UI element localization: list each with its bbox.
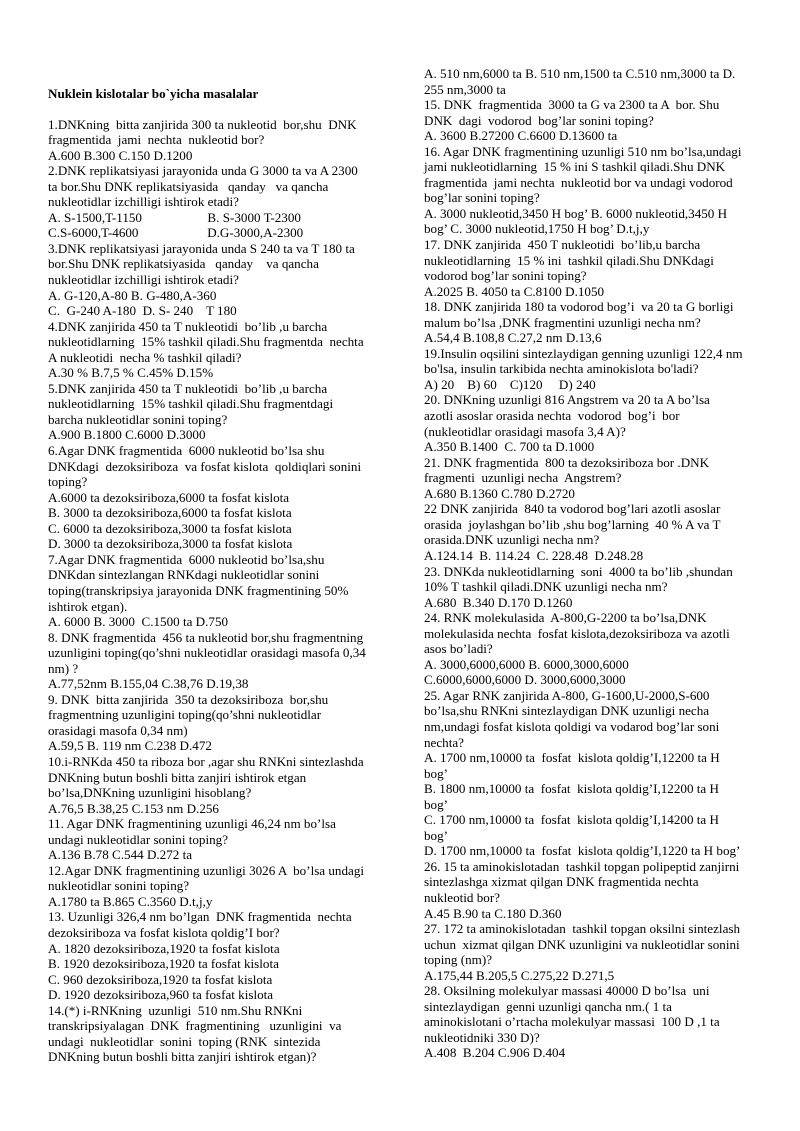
text-line: C.6000,6000,6000 D. 3000,6000,3000 bbox=[424, 672, 626, 688]
text-line: A. 510 nm,6000 ta B. 510 nm,1500 ta C.510 nm,3000 ta D. bbox=[424, 66, 736, 81]
text-line: fragmentning uzunligini toping(qo’shni nukleotidlar bbox=[48, 707, 322, 723]
text-line: A. 3000,6000,6000 B. 6000,3000,6000 bbox=[424, 656, 629, 672]
text-line: 10% T tashkil qiladi.DNK uzunligi necha nm? bbox=[424, 579, 668, 595]
text-line: D. 3000 ta dezoksiriboza,3000 ta fosfat kislota bbox=[48, 536, 293, 552]
text-line: nukleotidlar izchilligi ishtirok etadi? bbox=[48, 272, 239, 288]
text-line: 5.DNK zanjirida 450 ta T nukleotidi bo’lib ,u barcha bbox=[48, 380, 328, 396]
text-line: bog’ bbox=[424, 796, 449, 812]
text-line: asos bo’ladi? bbox=[424, 641, 493, 657]
text-line: A. S-1500,T-1150 B. S-3000 T-2300 bbox=[48, 209, 301, 225]
text-line: 4.DNK zanjirida 450 ta T nukleotidi bo’lib ,u barcha bbox=[48, 318, 328, 334]
text-line: C. 960 dezoksiriboza,1920 ta fosfat kislota bbox=[48, 971, 273, 987]
text-line: bo'lsa, insulin tarkibida nechta aminokislota bo'ladi? bbox=[424, 361, 699, 377]
text-line: 6.Agar DNK fragmentida 6000 nukleotid bo’lsa shu bbox=[48, 443, 325, 459]
text-line: orasida joylashgan bo’lib ,shu bog’larning 40 % A va T bbox=[424, 516, 721, 532]
text-line: 1.DNKning bitta zanjirida 300 ta nukleotid bor,shu DNK bbox=[48, 116, 357, 132]
text-line: uzunligini toping(qo’shni nukleotidlar orasidagi masofa 0,34 bbox=[48, 645, 366, 661]
text-line: C.S-6000,T-4600 D.G-3000,A-2300 bbox=[48, 225, 304, 241]
text-line: B. 3000 ta dezoksiriboza,6000 ta fosfat kislota bbox=[48, 505, 292, 521]
text-line: A.408 B.204 C.906 D.404 bbox=[424, 1045, 566, 1061]
text-line: nm,undagi fosfat kislota qoldigi va vodarod bog’lar soni bbox=[424, 718, 720, 734]
text-line: transkripsiyalagan DNK fragmentining uzunligini va bbox=[48, 1018, 342, 1034]
text-line: 22 DNK zanjirida 840 ta vodorod bog’lari azotli asoslar bbox=[424, 501, 721, 517]
text-line: toping (nm)? bbox=[424, 952, 493, 968]
text-line: molekulasida nechta fosfat kislota,dezoksiriboza va azotli bbox=[424, 625, 730, 641]
left-column bbox=[48, 0, 388, 1065]
text-line: 20. DNKning uzunligi 816 Angstrem va 20 ta A bo’lsa bbox=[424, 392, 710, 408]
text-line: A.175,44 B.205,5 C.275,22 D.271,5 bbox=[424, 967, 615, 983]
text-line: nukleotid bor? bbox=[424, 889, 500, 905]
right-text-block bbox=[424, 66, 764, 1061]
text-line: A.680 B.340 D.170 D.1260 bbox=[424, 594, 573, 610]
text-line: 25. Agar RNK zanjirida A-800, G-1600,U-2000,S-600 bbox=[424, 687, 710, 703]
text-line: sintezlashga xizmat qilgan DNK fragmentida nechta bbox=[424, 874, 699, 890]
text-line: 12.Agar DNK fragmentining uzunligi 3026 A bo’lsa undagi bbox=[48, 862, 365, 878]
text-line: A. 1820 dezoksiriboza,1920 ta fosfat kislota bbox=[48, 940, 280, 956]
text-line: C. G-240 A-180 D. S- 240 T 180 bbox=[48, 303, 237, 319]
text-line: DNK dagi vodorod bog’lar sonini toping? bbox=[424, 112, 654, 128]
text-line: DNKning butun boshli bitta zanjiri ishtirok etgan)? bbox=[48, 1049, 317, 1065]
text-line: 16. Agar DNK fragmentining uzunligi 510 nm bo’lsa,undagi bbox=[424, 143, 742, 159]
text-line: toping? bbox=[48, 474, 88, 490]
text-line: A. 3000 nukleotid,3450 H bog’ B. 6000 nukleotid,3450 H bbox=[424, 205, 728, 221]
text-line: A. 3600 B.27200 C.6600 D.13600 ta bbox=[424, 128, 618, 144]
text-line: bog’lar sonini toping? bbox=[424, 190, 540, 206]
text-line: 11. Agar DNK fragmentining uzunligi 46,24 nm bo’lsa bbox=[48, 816, 336, 832]
text-line: C. 6000 ta dezoksiriboza,3000 ta fosfat kislota bbox=[48, 520, 292, 536]
text-line: A.45 B.90 ta C.180 D.360 bbox=[424, 905, 562, 921]
text-line: A.350 B.1400 C. 700 ta D.1000 bbox=[424, 439, 595, 455]
text-line: A.136 B.78 C.544 D.272 ta bbox=[48, 847, 193, 863]
text-line: 2.DNK replikatsiyasi jarayonida unda G 3000 ta va A 2300 bbox=[48, 163, 358, 179]
text-line: malum bo’lsa ,DNK fragmentini uzunligi necha nm? bbox=[424, 314, 701, 330]
text-line: 7.Agar DNK fragmentida 6000 nukleotid bo’lsa,shu bbox=[48, 551, 325, 567]
text-line: B. 1800 nm,10000 ta fosfat kislota qoldig’I,12200 ta H bbox=[424, 781, 719, 797]
text-line: A nukleotidi necha % tashkil qiladi? bbox=[48, 349, 242, 365]
text-line: 3.DNK replikatsiyasi jarayonida unda S 240 ta va T 180 ta bbox=[48, 240, 355, 256]
text-line: A.54,4 B.108,8 C.27,2 nm D.13,6 bbox=[424, 330, 602, 346]
text-line: bog’ bbox=[424, 765, 449, 781]
text-line: fragmenti uzunligi necha Angstrem? bbox=[424, 470, 622, 486]
text-line: sintezlaydigan genni uzunligi qancha nm.( 1 ta bbox=[424, 998, 672, 1014]
text-line: A.600 B.300 C.150 D.1200 bbox=[48, 147, 193, 163]
text-line: bo’lsa,shu RNKni sintezlaydigan DNK uzunligi necha bbox=[424, 703, 710, 719]
text-line: 8. DNK fragmentida 456 ta nukleotid bor,shu fragmentning bbox=[48, 629, 364, 645]
page-title: Nuklein kislotalar bo`yicha masalalar bbox=[48, 86, 259, 101]
text-line: 21. DNK fragmentida 800 ta dezoksiriboza bor .DNK bbox=[424, 454, 710, 470]
text-line: nukleotidlar sonini toping? bbox=[48, 878, 190, 894]
text-line: DNKdagi dezoksiriboza va fosfat kislota qoldiqlari sonini bbox=[48, 458, 362, 474]
text-line: A.30 % B.7,5 % C.45% D.15% bbox=[48, 365, 214, 381]
text-line: bog’ C. 3000 nukleotid,1750 H bog’ D.t,j,y bbox=[424, 221, 650, 237]
text-line: A.2025 B. 4050 ta C.8100 D.1050 bbox=[424, 283, 605, 299]
text-line: DNKning butun boshli bitta zanjiri ishtirok etgan bbox=[48, 769, 307, 785]
text-line: 26. 15 ta aminokislotadan tashkil topgan polipeptid zanjirni bbox=[424, 858, 740, 874]
text-line: A.59,5 B. 119 nm C.238 D.472 bbox=[48, 738, 212, 754]
text-line: DNKdan sintezlangan RNKdagi nukleotidlar sonini bbox=[48, 567, 320, 583]
text-line: orasida.DNK uzunligi necha nm? bbox=[424, 532, 600, 548]
text-line: nukleotidlar izchilligi ishtirok etadi? bbox=[48, 194, 239, 210]
text-line: A.6000 ta dezoksiriboza,6000 ta fosfat kislota bbox=[48, 489, 290, 505]
text-line: undagi nukleotidlar sonini toping (RNK sintezida bbox=[48, 1033, 321, 1049]
text-line: 24. RNK molekulasida A-800,G-2200 ta bo’lsa,DNK bbox=[424, 610, 707, 626]
text-line: D. 1920 dezoksiriboza,960 ta fosfat kislota bbox=[48, 987, 274, 1003]
text-line: uchun xizmat qilgan DNK uzunligini va nukleotidlar sonini bbox=[424, 936, 740, 952]
text-line: bor.Shu DNK replikatsiyasida qanday va qancha bbox=[48, 256, 319, 272]
text-line: A. 1700 nm,10000 ta fosfat kislota qoldig’I,12200 ta H bbox=[424, 750, 720, 766]
text-line: orasidagi masofa 0,34 nm) bbox=[48, 722, 188, 738]
text-line: ishtirok etgan). bbox=[48, 598, 128, 614]
text-line: A.76,5 B.38,25 C.153 nm D.256 bbox=[48, 800, 219, 816]
text-line: 23. DNKda nukleotidlarning soni 4000 ta bo’lib ,shundan bbox=[424, 563, 733, 579]
text-line: nukleotidniki 330 D)? bbox=[424, 1029, 540, 1045]
text-line: dezoksiriboza va fosfat kislota qoldig’I bor? bbox=[48, 924, 280, 940]
text-line: 17. DNK zanjirida 450 T nukleotidi bo’lib,u barcha bbox=[424, 237, 701, 253]
text-line: undagi nukleotidlar sonini toping? bbox=[48, 831, 229, 847]
text-line: 13. Uzunligi 326,4 nm bo’lgan DNK fragmentida nechta bbox=[48, 909, 352, 925]
text-line: aminokislotani o’rtacha molekulyar massasi 100 D ,1 ta bbox=[424, 1014, 720, 1030]
text-line: A.900 B.1800 C.6000 D.3000 bbox=[48, 427, 206, 443]
text-line: jami nukleotidlarning 15 % ini S tashkil qiladi.Shu DNK bbox=[424, 159, 726, 175]
text-line: 27. 172 ta aminokislotadan tashkil topgan oksilni sintezlash bbox=[424, 921, 741, 937]
text-line: fragmentida jami nechta nukleotid bor va undagi vodorod bbox=[424, 174, 733, 190]
text-line: fragmentida jami nechta nukleotid bor? bbox=[48, 132, 265, 148]
text-line: toping(transkripsiya jarayonida DNK fragmentining 50% bbox=[48, 582, 349, 598]
text-line: A. G-120,A-80 B. G-480,A-360 bbox=[48, 287, 217, 303]
text-line: A.124.14 B. 114.24 C. 228.48 D.248.28 bbox=[424, 547, 644, 563]
text-line: barcha nukleotidlar sonini toping? bbox=[48, 411, 228, 427]
text-line: D. 1700 nm,10000 ta fosfat kislota qoldig’I,1220 ta H bog’ bbox=[424, 843, 741, 859]
text-line: 10.i-RNKda 450 ta riboza bor ,agar shu RNKni sintezlashda bbox=[48, 753, 364, 769]
text-line: 28. Oksilning molekulyar massasi 40000 D bo’lsa uni bbox=[424, 983, 710, 999]
text-line: A.680 B.1360 C.780 D.2720 bbox=[424, 485, 575, 501]
text-line: 9. DNK bitta zanjirida 350 ta dezoksiriboza bor,shu bbox=[48, 691, 329, 707]
text-line: (nukleotidlar orasidagi masofa 3,4 A)? bbox=[424, 423, 626, 439]
text-line: azotli asoslar orasida nechta vodorod bog’i bor bbox=[424, 408, 680, 424]
text-line: 14.(*) i-RNKning uzunligi 510 nm.Shu RNKni bbox=[48, 1002, 303, 1018]
text-line: B. 1920 dezoksiriboza,1920 ta fosfat kislota bbox=[48, 956, 279, 972]
text-line: 255 nm,3000 ta bbox=[424, 81, 506, 97]
text-line: 18. DNK zanjirida 180 ta vodorod bog’i va 20 ta G borligi bbox=[424, 299, 734, 315]
text-line: A. 6000 B. 3000 C.1500 ta D.750 bbox=[48, 614, 229, 630]
text-line: 19.Insulin oqsilini sintezlaydigan genning uzunligi 122,4 nm bbox=[424, 345, 743, 361]
text-line: A.77,52nm B.155,04 C.38,76 D.19,38 bbox=[48, 676, 249, 692]
text-line: nechta? bbox=[424, 734, 464, 750]
text-line: nukleotidlarning 15% tashkil qiladi.Shu fragmentda nechta bbox=[48, 334, 364, 350]
right-column bbox=[424, 0, 764, 1061]
text-line: nukleotidlarning 15% tashkil qiladi.Shu fragmentdagi bbox=[48, 396, 334, 412]
text-line: vodorod bog’lar sonini toping? bbox=[424, 268, 587, 284]
text-line: C. 1700 nm,10000 ta fosfat kislota qoldig’I,14200 ta H bbox=[424, 812, 719, 828]
text-line: 15. DNK fragmentida 3000 ta G va 2300 ta A bor. Shu bbox=[424, 97, 720, 113]
text-line: ta bor.Shu DNK replikatsiyasida qanday va qancha bbox=[48, 178, 329, 194]
text-line: A.1780 ta B.865 C.3560 D.t,j,y bbox=[48, 893, 213, 909]
text-line: A) 20 B) 60 C)120 D) 240 bbox=[424, 376, 596, 392]
text-line: nm) ? bbox=[48, 660, 79, 676]
text-line: bog’ bbox=[424, 827, 449, 843]
left-text-block bbox=[48, 117, 388, 1065]
text-line: nukleotidlarning 15 % ini tashkil qiladi.Shu DNKdagi bbox=[424, 252, 714, 268]
text-line: bo’lsa,DNKning uzunligini hisoblang? bbox=[48, 785, 252, 801]
